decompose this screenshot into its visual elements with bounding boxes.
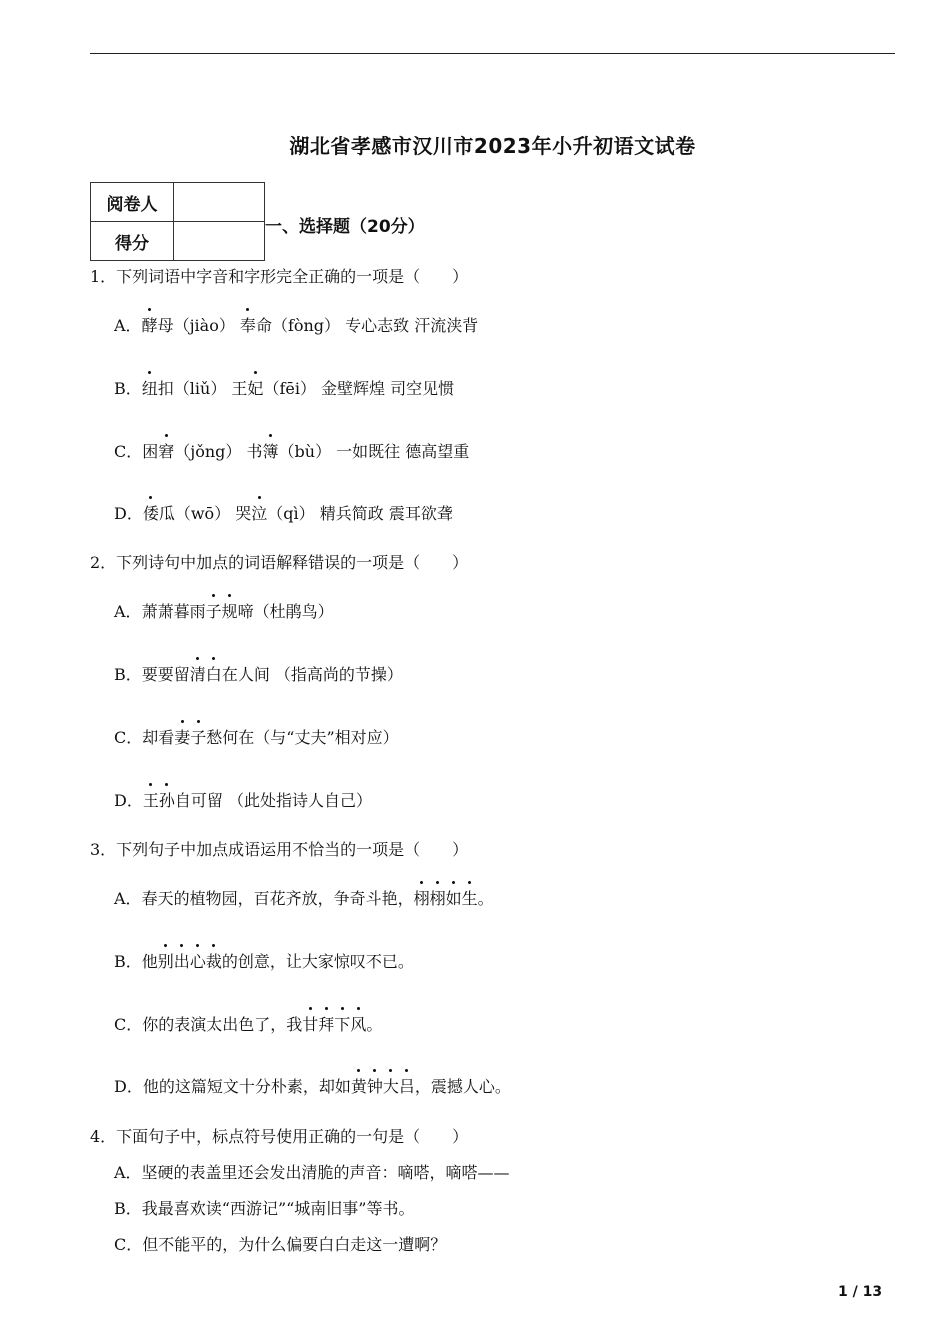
question-2-option-a: A．萧萧暮雨子规啼（杜鹃鸟） [114, 599, 334, 622]
question-1-option-b: B．纽扣（liǔ） 王妃（fēi） 金壁辉煌 司空见惯 [114, 376, 454, 399]
question-1-stem: 1．下列词语中字音和字形完全正确的一项是（ ） [90, 267, 469, 286]
question-3-option-d: D．他的这篇短文十分朴素，却如黄钟大吕，震撼人心。 [114, 1074, 511, 1097]
header-rule [90, 53, 895, 54]
page-title: 湖北省孝感市汉川市2023年小升初语文试卷 [289, 134, 696, 158]
question-2-option-b: B．要要留清白在人间 （指高尚的节操） [114, 662, 403, 685]
score-table [90, 182, 265, 261]
question-4-option-b: B．我最喜欢读“西游记”“城南旧事”等书。 [114, 1199, 415, 1218]
reviewer-label: 阅卷人 [91, 183, 174, 222]
question-4-option-a: A．坚硬的表盖里还会发出清脆的声音：嘀嗒，嘀嗒—— [114, 1163, 510, 1182]
question-2-option-c: C．却看妻子愁何在（与“丈夫”相对应） [114, 725, 399, 748]
question-4-stem: 4．下面句子中，标点符号使用正确的一句是（ ） [90, 1127, 469, 1146]
question-4-option-c: C．但不能平的，为什么偏要白白走这一遭啊？ [114, 1235, 447, 1254]
score-cell [174, 222, 265, 261]
reviewer-cell [174, 183, 265, 222]
question-2-stem: 2．下列诗句中加点的词语解释错误的一项是（ ） [90, 553, 469, 572]
question-2-option-d: D．王孙自可留 （此处指诗人自己） [114, 788, 372, 811]
question-3-option-c: C．你的表演太出色了，我甘拜下风。 [114, 1012, 382, 1035]
question-3-option-b: B．他别出心裁的创意，让大家惊叹不已。 [114, 949, 414, 972]
page-indicator: 1 / 13 [838, 1284, 883, 1300]
question-1-option-c: C．困窘（jǒng） 书簿（bù） 一如既往 德高望重 [114, 439, 469, 462]
question-1-option-d: D．倭瓜（wō） 哭泣（qì） 精兵简政 震耳欲聋 [114, 501, 453, 524]
question-3-option-a: A．春天的植物园，百花齐放，争奇斗艳，栩栩如生。 [114, 886, 494, 909]
question-1-option-a: A．酵母（jiào） 奉命（fòng） 专心志致 汗流浃背 [114, 313, 478, 336]
question-3-stem: 3．下列句子中加点成语运用不恰当的一项是（ ） [90, 840, 469, 859]
section-heading: 一、选择题（20分） [265, 217, 425, 237]
score-label: 得分 [91, 222, 174, 261]
